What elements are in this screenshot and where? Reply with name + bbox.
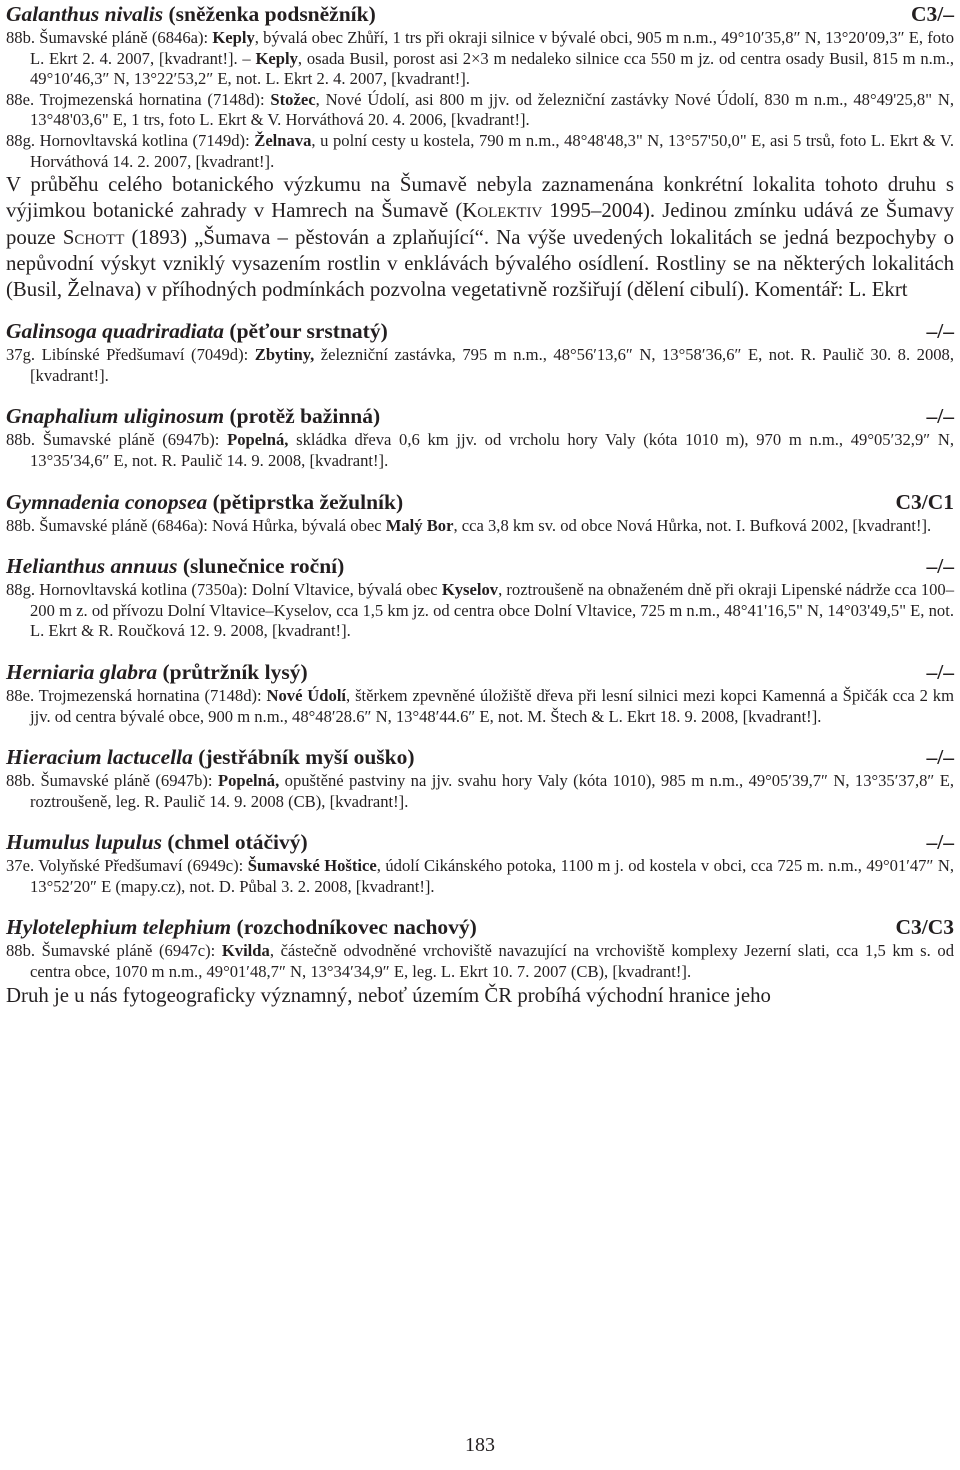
czech-name: (jestřábník myší ouško) (198, 745, 415, 770)
czech-name: (rozchodníkovec nachový) (236, 915, 477, 940)
latin-name: Hieracium lactucella (6, 745, 193, 770)
status-code: C3/C1 (895, 489, 954, 514)
locality-record: 88b. Šumavské pláně (6947b): Popelná, opuštěné pastviny na jjv. svahu hory Valy (kóta 1010), 985 m n.m., 49°05′39,7″ N, 13°35′37,8″ E, roztroušeně, leg. R. Paulič 14. 9. 2008 (CB), [kvadrant!]. (6, 771, 954, 811)
species-entry (6, 0, 954, 303)
species-heading (6, 828, 954, 856)
species-entry (6, 828, 954, 897)
czech-name: (slunečnice roční) (182, 554, 345, 579)
species-heading (6, 913, 954, 941)
locality-record: 88b. Šumavské pláně (6846a): Keply, bývalá obec Zhůří, 1 trs při okraji silnice v bývalé obci, 905 m n.m., 49°10′35,8″ N, 13°20′09,3″ E, foto L. Ekrt 2. 4. 2007, [kvadrant!]. – Keply, osada Busil, porost asi 2×3 m nedaleko silnice cca 550 m jz. od centra osady Busil, 815 m n.m., 49°10′46,3″ N, 13°22′53,2″ E, not. L. Ekrt 2. 4. 2007, [kvadrant!]. (6, 28, 955, 89)
page-content (6, 0, 954, 1009)
page-number: 183 (465, 1434, 495, 1456)
locality-record: 88b. Šumavské pláně (6846a): Nová Hůrka, bývalá obec Malý Bor, cca 3,8 km sv. od obce Nová Hůrka, not. I. Bufková 2002, [kvadrant!]. (6, 515, 932, 535)
status-code: –/– (926, 554, 954, 579)
species-entry (6, 488, 954, 537)
latin-name: Humulus lupulus (6, 830, 162, 855)
latin-name: Galinsoga quadriradiata (6, 319, 225, 344)
species-heading (6, 488, 954, 516)
latin-name: Gymnadenia conopsea (6, 489, 208, 514)
locality-record: 37e. Volyňské Předšumaví (6949c): Šumavské Hoštice, údolí Cikánského potoka, 1100 m j. od kostela v obci, cca 725 m. n.m., 49°01′47″ N, 13°52′20″ E (mapy.cz), not. D. Půbal 3. 2. 2008, [kvadrant!]. (6, 856, 954, 896)
latin-name: Gnaphalium uliginosum (6, 404, 225, 429)
latin-name: Herniaria glabra (6, 659, 158, 684)
status-code: C3/– (911, 2, 954, 26)
locality-record: 88b. Šumavské pláně (6947c): Kvilda, částečně odvodněné vrchoviště navazující na vrchoviště komplexy Jezerní slati, cca 1,5 km s. od centra obce, 1070 m n.m., 49°01′48,7″ N, 13°34′34,9″ E, leg. L. Ekrt 10. 7. 2007 (CB), [kvadrant!]. (6, 941, 954, 982)
species-entry (6, 743, 954, 812)
status-code: C3/C3 (895, 915, 954, 940)
species-entry (6, 552, 954, 642)
species-heading (6, 0, 954, 28)
locality-record: 88g. Hornovltavská kotlina (7350a): Dolní Vltavice, bývalá obec Kyselov, roztroušeně na obnaženém dně při okraji Lipenské nádrže cca 100–200 m z. od přívozu Dolní Vltavice–Kyselov, cca 1,5 km jz. od centra obce Dolní Vltavice, 725 m n.m., 48°41'16,5" N, 14°03'49,5" E, not. L. Ekrt & R. Roučková 12. 9. 2008, [kvadrant!]. (6, 580, 955, 641)
species-entry (6, 317, 954, 386)
species-comment: Druh je u nás fytogeograficky významný, neboť územím ČR probíhá východní hranice jeho (6, 983, 771, 1007)
czech-name: (protěž bažinná) (229, 404, 381, 429)
czech-name: (sněženka podsněžník) (168, 2, 376, 26)
locality-record: 88e. Trojmezenská hornatina (7148d): Nové Údolí, štěrkem zpevněné úložiště dřeva při lesní silnici mezi kopci Kamenná a Špičák cca 2 km jjv. od centra bývalé obce, 900 m n.m., 48°48′28.6″ N, 13°48′44.6″ E, not. M. Štech & L. Ekrt 18. 9. 2008, [kvadrant!]. (6, 685, 954, 726)
latin-name: Helianthus annuus (6, 554, 178, 579)
status-code: –/– (926, 319, 954, 344)
status-code: –/– (926, 404, 954, 429)
locality-record: 88e. Trojmezenská hornatina (7148d): Stožec, Nové Údolí, asi 800 m jjv. od železniční zastávky Nové Údolí, 830 m n.m., 48°49'25,8" N, 13°48'03,6" E, 1 trs, foto L. Ekrt & V. Horváthová 20. 4. 2006, [kvadrant!]. (6, 89, 954, 130)
czech-name: (průtržník lysý) (162, 659, 308, 684)
species-heading (6, 743, 954, 771)
species-heading (6, 552, 954, 580)
species-heading (6, 658, 954, 686)
status-code: –/– (926, 830, 954, 855)
status-code: –/– (926, 745, 954, 770)
locality-record: 88b. Šumavské pláně (6947b): Popelná, skládka dřeva 0,6 km jjv. od vrcholu hory Valy (kóta 1010 m), 970 m n.m., 49°05′32,9″ N, 13°35′34,6″ E, not. R. Paulič 14. 9. 2008, [kvadrant!]. (6, 430, 954, 470)
species-heading (6, 317, 954, 345)
latin-name: Galanthus nivalis (6, 2, 164, 26)
species-heading (6, 402, 954, 430)
species-entry (6, 913, 954, 1008)
locality-record: 88g. Hornovltavská kotlina (7149d): Želnava, u polní cesty u kostela, 790 m n.m., 48°48'48,3" N, 13°57'50,0" E, asi 5 trsů, foto L. Ekrt & V. Horváthová 14. 2. 2007, [kvadrant!]. (6, 130, 954, 171)
latin-name: Hylotelephium telephium (6, 915, 232, 940)
status-code: –/– (926, 659, 954, 684)
species-comment: V průběhu celého botanického výzkumu na Šumavě nebyla zaznamenána konkrétní lokalita tohoto druhu s výjimkou botanické zahrady v Hamrech na Šumavě (Kolektiv 1995–2004). Jedinou zmínku udává ze Šumavy pouze Schott (1893) „Šumava – pěstován a zplaňující“. Na výše uvedených lokalitách se jedná bezpochyby o nepůvodní výskyt vzniklý vysazením rostlin v enklávách bývalého osídlení. Rostliny se na některých lokalitách (Busil, Želnava) v příhodných podmínkách pozvolna vegetativně rozšiřují (dělení cibulí). Komentář: L. Ekrt (6, 173, 954, 301)
czech-name: (pětiprstka žežulník) (212, 489, 404, 514)
species-entry (6, 658, 954, 727)
czech-name: (chmel otáčivý) (167, 830, 308, 855)
czech-name: (pěťour srstnatý) (229, 319, 388, 344)
locality-record: 37g. Libínské Předšumaví (7049d): Zbytiny, železniční zastávka, 795 m n.m., 48°56′13,6″ N, 13°58′36,6″ E, not. R. Paulič 30. 8. 2008, [kvadrant!]. (6, 345, 954, 385)
species-entry (6, 402, 954, 471)
